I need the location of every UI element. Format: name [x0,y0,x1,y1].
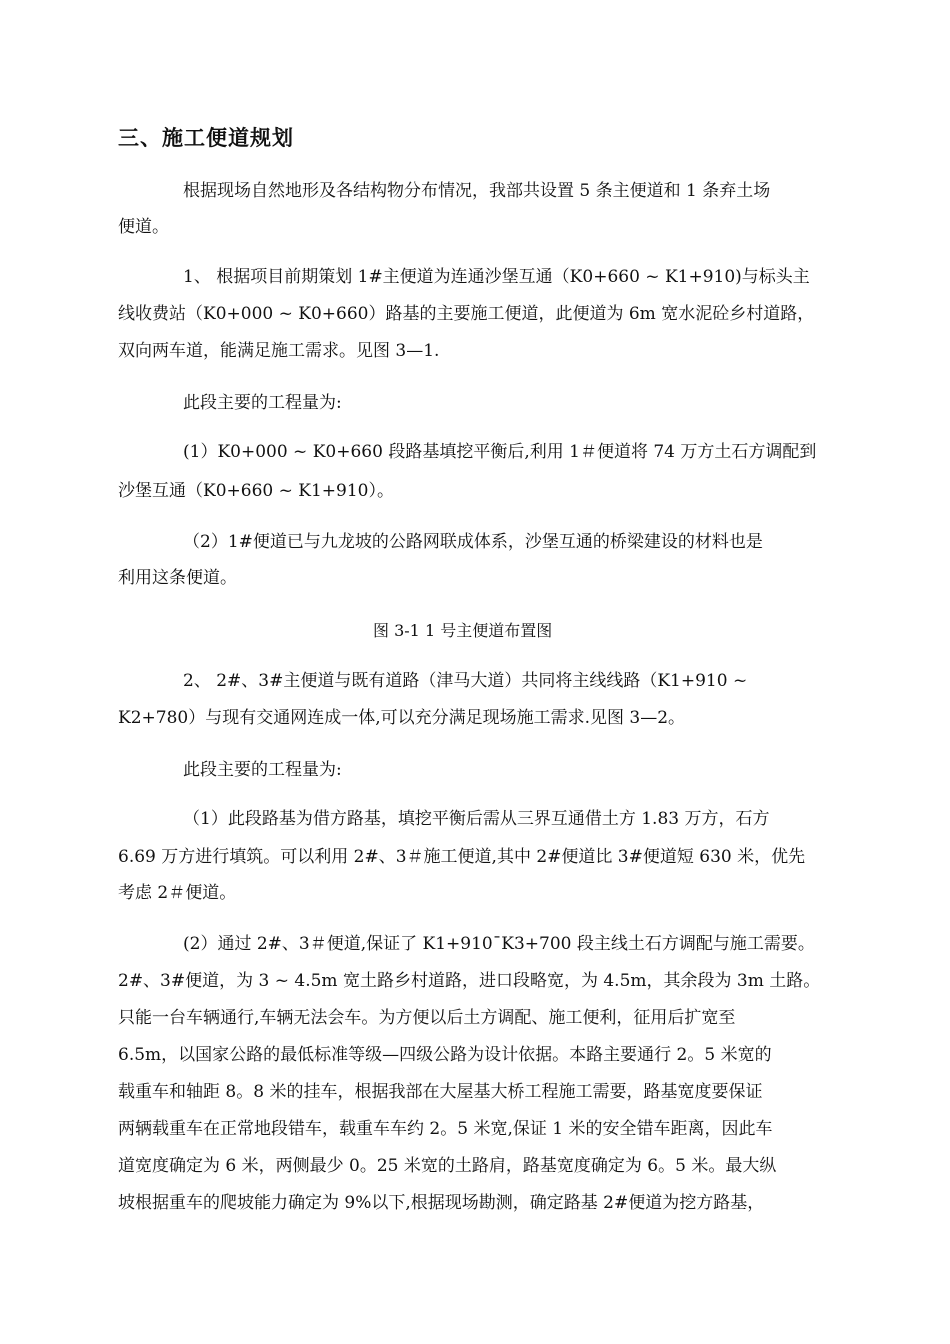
paragraph-line: 根据现场自然地形及各结构物分布情况，我部共设置 5 条主便道和 1 条弃土场 [183,181,771,201]
paragraph-line: 6.5m，以国家公路的最低标准等级—四级公路为设计依据。本路主要通行 2。5 米宽的 [118,1045,772,1065]
paragraph-line: 道宽度确定为 6 米，两侧最少 0。25 米宽的土路肩，路基宽度确定为 6。5 米。最大纵 [118,1156,777,1176]
paragraph-line: （1）此段路基为借方路基，填挖平衡后需从三界互通借土方 1.83 万方，石方 [183,809,770,829]
figure-caption: 图 3-1 1 号主便道布置图 [373,621,553,640]
paragraph-line: K2+780）与现有交通网连成一体,可以充分满足现场施工需求.见图 3—2。 [118,708,686,728]
paragraph-line: 坡根据重车的爬坡能力确定为 9%以下,根据现场勘测，确定路基 2#便道为挖方路基， [118,1193,765,1213]
paragraph-line: 此段主要的工程量为: [183,760,342,780]
paragraph-line: 此段主要的工程量为: [183,393,342,413]
paragraph-line: 1、 根据项目前期策划 1#主便道为连通沙堡互通（K0+660 ~ K1+910)与标头主 [183,267,810,287]
paragraph-line: 只能一台车辆通行,车辆无法会车。为方便以后土方调配、施工便利，征用后扩宽至 [118,1008,736,1028]
paragraph-line: （2）1#便道已与九龙坡的公路网联成体系，沙堡互通的桥梁建设的材料也是 [183,532,763,552]
paragraph-line: 线收费站（K0+000 ~ K0+660）路基的主要施工便道，此便道为 6m 宽水泥砼乡村道路， [118,304,815,324]
paragraph-line: 双向两车道，能满足施工需求。见图 3—1. [118,341,440,361]
paragraph-line: 利用这条便道。 [118,568,237,588]
paragraph-line: 考虑 2＃便道。 [118,883,237,903]
paragraph-line: 便道。 [118,217,169,237]
paragraph-line: 两辆载重车在正常地段错车，载重车车约 2。5 米宽,保证 1 米的安全错车距离，因此车 [118,1119,773,1139]
paragraph-line: 6.69 万方进行填筑。可以利用 2#、3＃施工便道,其中 2#便道比 3#便道短 630 米，优先 [118,847,806,867]
paragraph-line: 载重车和轴距 8。8 米的挂车，根据我部在大屋基大桥工程施工需要，路基宽度要保证 [118,1082,763,1102]
paragraph-line: 2#、3#便道，为 3 ~ 4.5m 宽土路乡村道路，进口段略宽，为 4.5m，其余段为 3m 土路。 [118,971,821,991]
paragraph-line: 2、 2#、3#主便道与既有道路（津马大道）共同将主线线路（K1+910 ~ [183,671,748,691]
paragraph-line: 沙堡互通（K0+660 ~ K1+910）。 [118,481,394,501]
section-heading: 三、施工便道规划 [118,125,294,150]
paragraph-line: (2）通过 2#、3＃便道,保证了 K1+910¯K3+700 段主线土石方调配与施工需要。 [183,934,815,954]
paragraph-line: (1）K0+000 ~ K0+660 段路基填挖平衡后,利用 1＃便道将 74 万方土石方调配到 [183,442,817,462]
